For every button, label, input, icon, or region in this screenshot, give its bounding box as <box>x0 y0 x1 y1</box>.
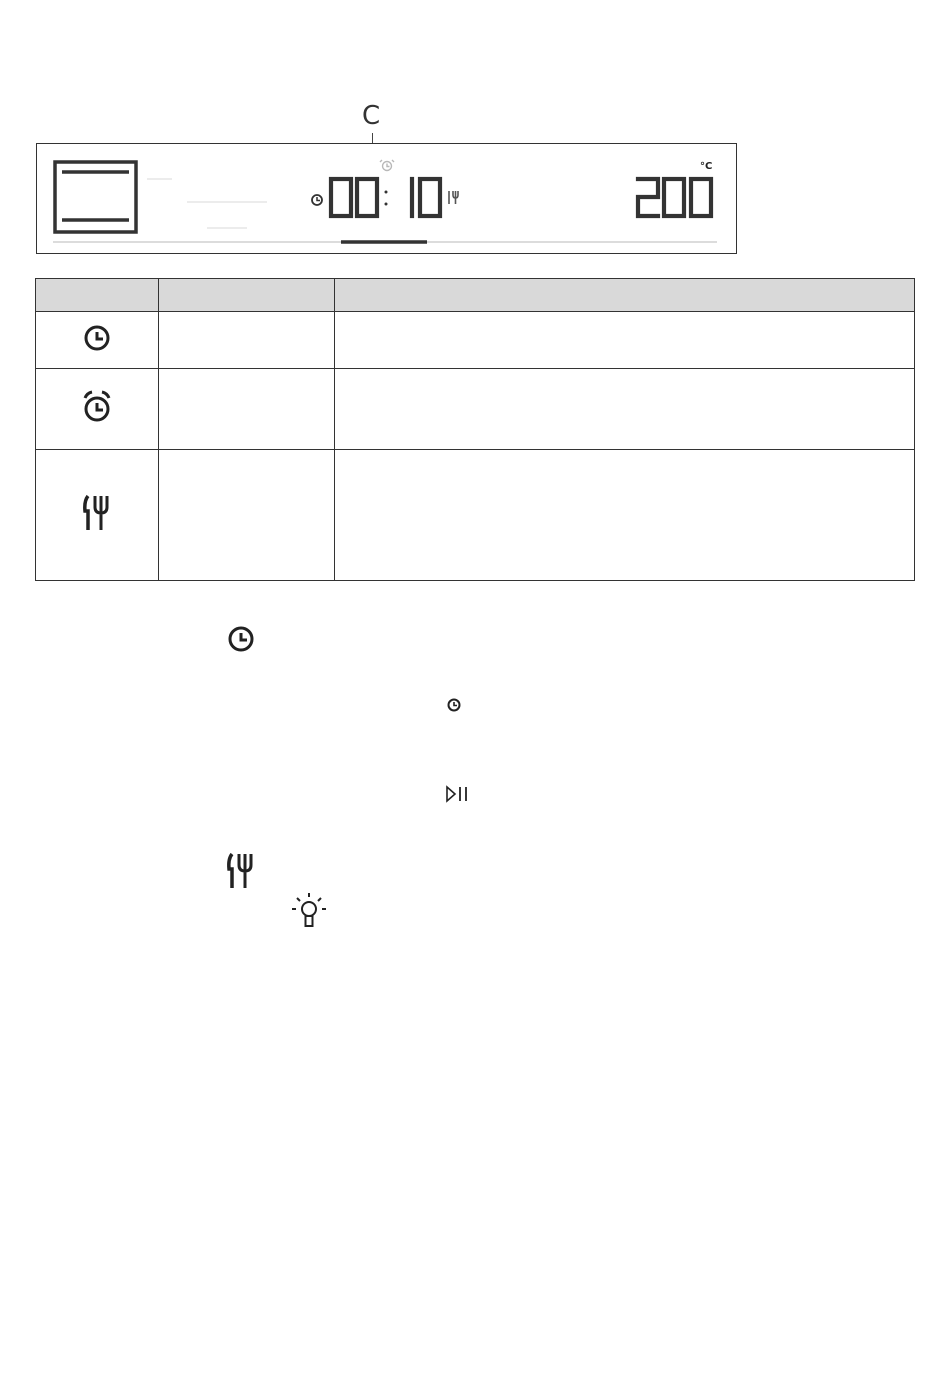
table-row <box>36 450 915 581</box>
table-header-name <box>159 279 335 312</box>
oven-display-panel <box>36 143 737 254</box>
temperature-unit: °C <box>700 161 713 172</box>
oven-cavity-icon <box>55 162 136 232</box>
table-cell-description <box>335 312 915 369</box>
table-header-symbol <box>36 279 159 312</box>
time-colon <box>385 191 388 206</box>
table-cell-icon <box>36 369 159 450</box>
light-bulb-icon <box>290 891 328 929</box>
table-cell-description <box>335 369 915 450</box>
small-clock-icon <box>446 697 462 713</box>
callout-label: C <box>362 101 381 131</box>
cutlery-icon <box>80 493 114 533</box>
table-row <box>36 312 915 369</box>
time-digits <box>331 179 440 216</box>
table-header-description <box>335 279 915 312</box>
table-cell-description <box>335 450 915 581</box>
table-cell-name <box>159 312 335 369</box>
temperature-digits <box>638 179 711 216</box>
table-row <box>36 369 915 450</box>
clock-icon <box>226 624 256 654</box>
play-pause-icon <box>444 785 470 803</box>
alarm-clock-icon <box>77 389 117 425</box>
table-header-row <box>36 279 915 312</box>
small-cutlery-icon <box>449 191 458 204</box>
cutlery-icon <box>224 851 258 891</box>
table-cell-name <box>159 450 335 581</box>
clock-icon <box>82 323 112 353</box>
symbols-table <box>35 278 915 581</box>
small-clock-icon <box>312 195 322 205</box>
oven-display-graphic <box>37 144 738 255</box>
table-cell-icon <box>36 450 159 581</box>
table-cell-name <box>159 369 335 450</box>
alarm-clock-icon <box>380 160 394 171</box>
table-cell-icon <box>36 312 159 369</box>
